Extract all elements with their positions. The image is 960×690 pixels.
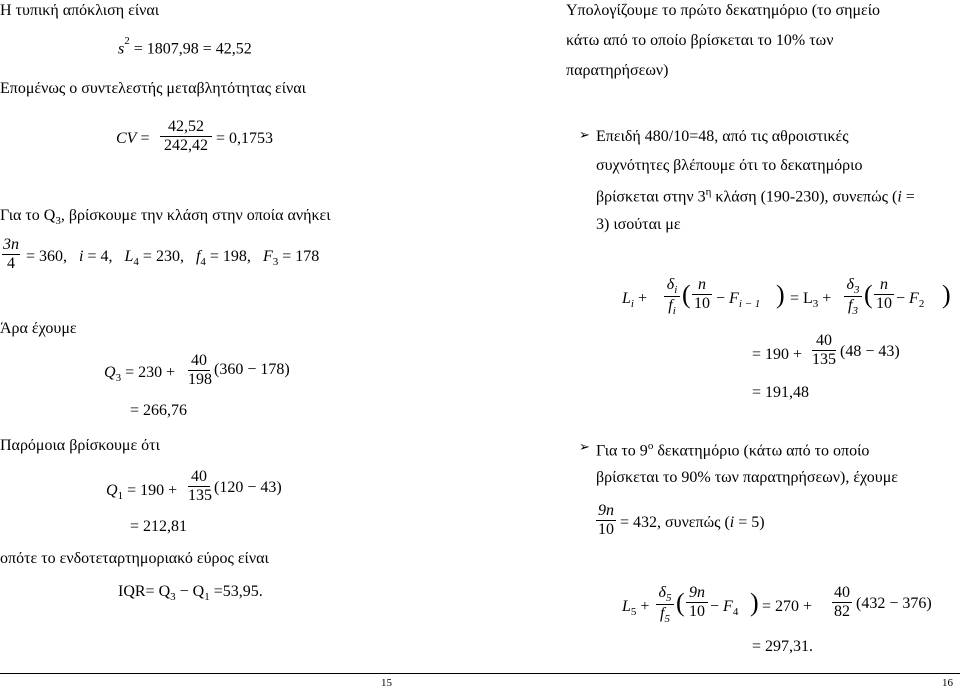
f1-line2: = 190 + [752, 346, 803, 363]
q3-intro: Για το $Q_3$, βρίσκουμε την κλάση στην οποία ανήκει [0, 207, 331, 228]
f1-n-over-10: n 10 [694, 276, 710, 312]
q3-paren: (360 − 178) [214, 361, 290, 378]
f2-eq: = 270 + [762, 598, 813, 615]
para1-line3: παρατηρήσεων) [566, 62, 669, 79]
para1-line2: κάτω από το οποίο βρίσκεται το 10% των [566, 32, 834, 49]
q3-result: = 266,76 [130, 402, 188, 419]
s-value: = 1807,98 = 42,52 [129, 40, 252, 58]
f1-paren2-close: ) [942, 280, 951, 309]
line-ara: Άρα έχουμε [0, 320, 77, 337]
f1-paren2-open: ( [864, 280, 873, 309]
cv-numerator: 42,52 [168, 118, 204, 135]
f2-paren-open: ( [676, 588, 685, 617]
f1-paren-close: ) [776, 280, 785, 309]
q1-fraction: 40 135 [188, 468, 212, 504]
para1-line1: Υπολογίζουμε το πρώτο δεκατημόριο (το σημείο [566, 2, 881, 19]
cv-denominator: 242,42 [164, 137, 208, 154]
footer-divider [0, 673, 960, 674]
equation-s-squared [118, 35, 252, 58]
bullet1-line1: Επειδή 480/10=48, από τις αθροιστικές [596, 128, 849, 145]
bullet-arrow-icon: ➢ [579, 128, 590, 143]
line-typical-deviation: Η τυπική απόκλιση είναι [0, 2, 160, 19]
q3-fraction: 40 198 [188, 352, 212, 388]
f2-L5: $L_5$ + [622, 598, 650, 619]
f1-Li: $L_i$ + [622, 290, 647, 311]
f2-paren-value: (432 − 376) [856, 595, 932, 612]
f1-paren-value: (48 − 43) [840, 343, 900, 360]
f2-9n-over-10: 9n 10 [686, 584, 708, 621]
f2-delta5-frac: $\delta_5$ $f_5$ [656, 584, 674, 625]
f1-paren-open: ( [682, 280, 691, 309]
s-sup: 2 [124, 35, 130, 47]
q1-paren: (120 − 43) [214, 479, 282, 496]
bullet1-line4: 3) ισούται με [596, 216, 681, 233]
line-paromoia: Παρόμοια βρίσκουμε ότι [0, 437, 160, 454]
f2-F4: − $F_4$ [710, 598, 739, 619]
f2-result: = 297,31. [752, 638, 814, 655]
f2-paren-close: ) [750, 588, 759, 617]
bullet1-line2: συχνότητες βλέπουμε ότι το δεκατημόριο [596, 157, 863, 174]
cv-lhs: CV = [116, 130, 150, 147]
s-symbol: s [118, 40, 125, 58]
line-cv-intro: Επομένως ο συντελεστής μεταβλητότητας είναι [0, 80, 306, 97]
q1-result: = 212,81 [130, 518, 188, 535]
three-n-over-four: 3n 4 [3, 236, 19, 272]
nine-n-over-10: 9n 10 [598, 502, 614, 538]
f2-40-82: 40 82 [834, 584, 850, 620]
cv-fraction [160, 118, 212, 155]
f1-eq-L3: = $L_3$ + [790, 290, 832, 311]
q3-lhs: $Q_3 = 230$ + [104, 364, 176, 385]
f1-line3: = 191,48 [752, 384, 810, 401]
f1-delta3-frac: $\delta_3$ $f_3$ [844, 276, 862, 317]
f1-n2-over-10: n 10 [876, 276, 892, 312]
page-number-right: 16 [942, 677, 953, 689]
nine-n-rest: = 432, συνεπώς (i = 5) [620, 514, 765, 531]
q3-params: = 360, i = 4, $L_4 = 230$, $f_4 = 198$, $F_3 = 178$ [26, 248, 320, 269]
line-opote: οπότε το ενδοτεταρτημοριακό εύρος είναι [0, 550, 269, 567]
f1-delta-frac: $\delta_i$ $f_i$ [664, 276, 680, 317]
iqr-line: $IQR= Q_3 - Q_1 =53,95$. [118, 583, 263, 604]
bullet2-line1: Για το $9^o$ δεκατημόριο (κάτω από το οποίο [596, 440, 870, 460]
f1-F: − $F_{i - 1}$ [716, 290, 761, 311]
f1-40-135: 40 135 [812, 332, 836, 368]
cv-result: = 0,1753 [216, 130, 274, 147]
q1-lhs: $Q_1 = 190$ + [106, 482, 178, 503]
f1-F2: − $F_2$ [896, 290, 925, 311]
bullet2-line2: βρίσκεται το 90% των παρατηρήσεων), έχουμε [596, 469, 899, 486]
bullet1-line3: βρίσκεται στην $3^\eta$ κλάση (190-230), συνεπώς (i = [596, 186, 915, 206]
page-number-left: 15 [381, 677, 392, 689]
bullet-arrow-icon: ➢ [579, 440, 590, 455]
